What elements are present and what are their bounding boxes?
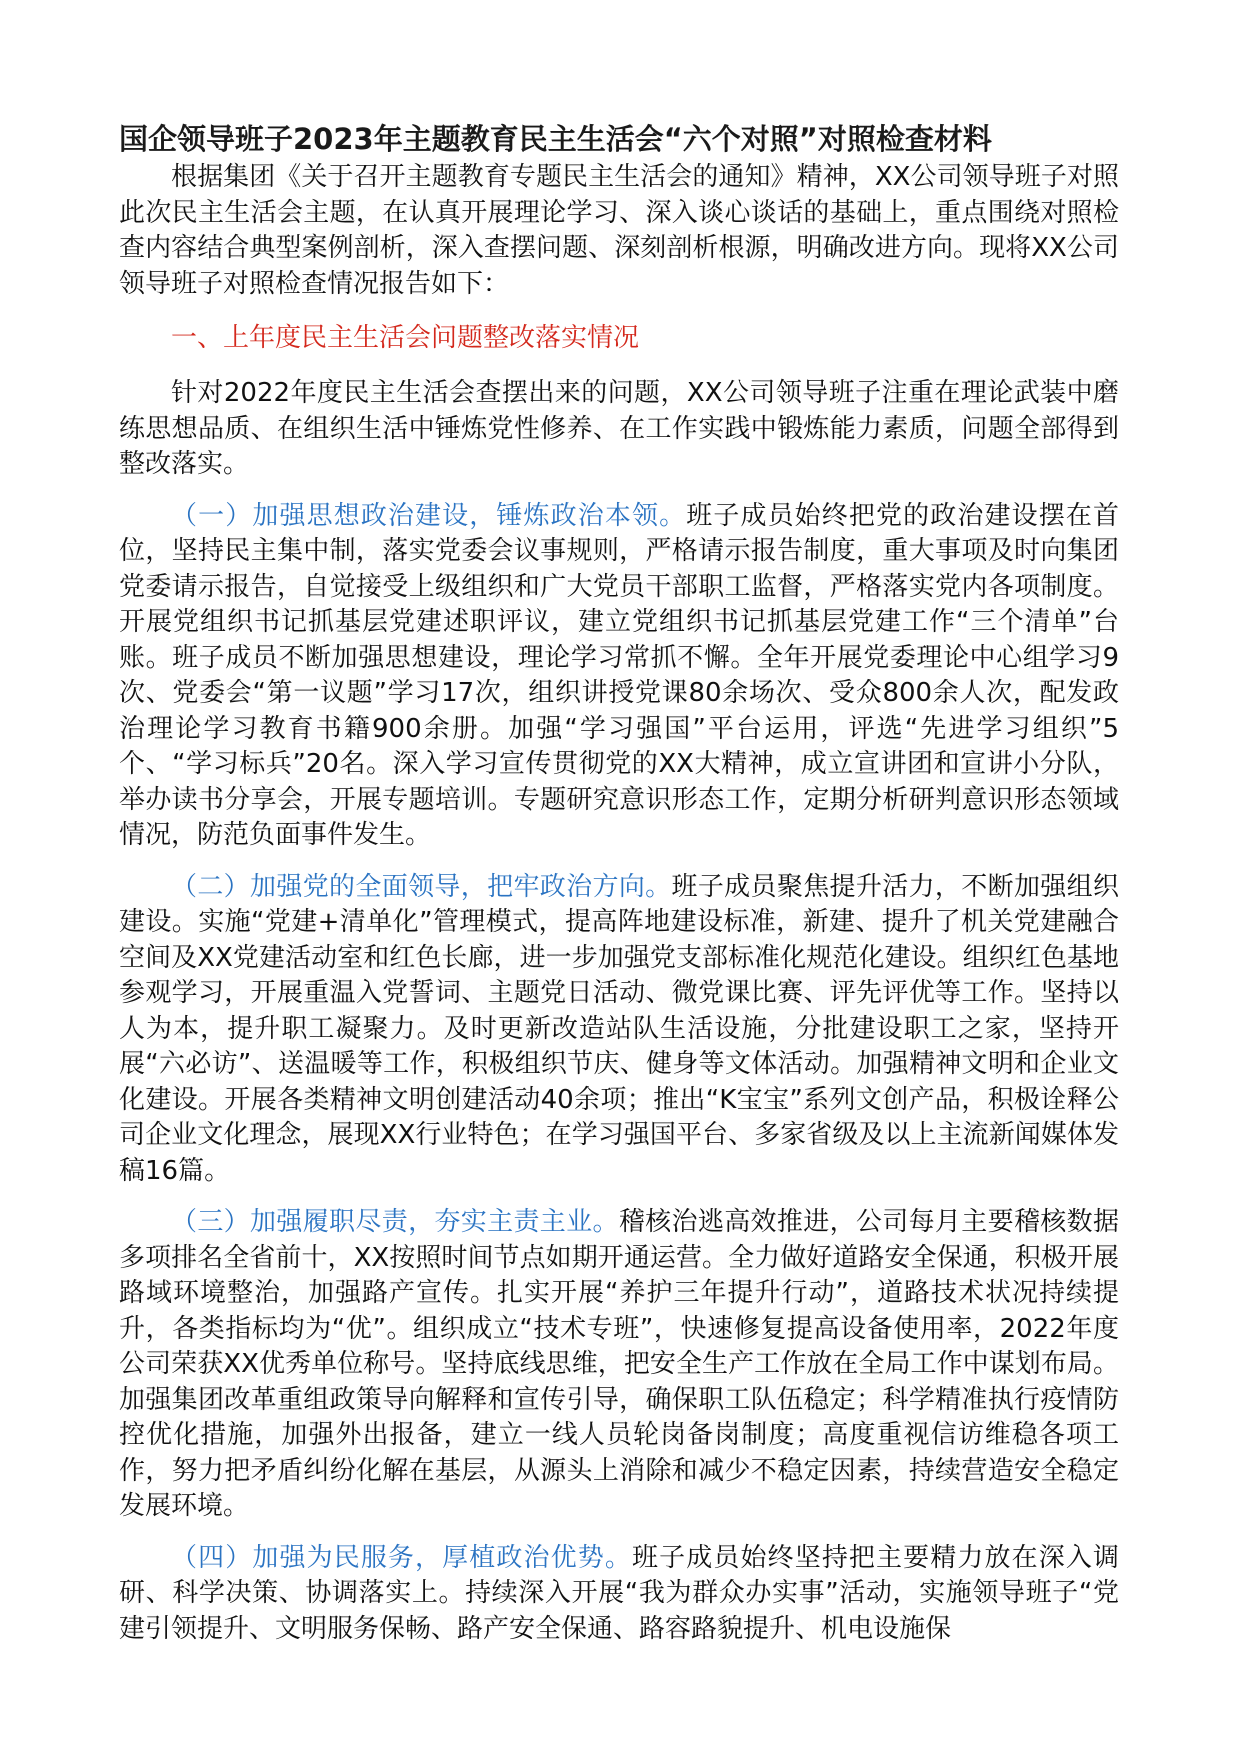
subsection-3 xyxy=(119,1205,1119,1525)
section-heading-1: 一、上年度民主生活会问题整改落实情况 xyxy=(171,323,640,353)
subsection-2-body: 班子成员聚焦提升活力，不断加强组织建设。实施“党建+清单化”管理模式，提高阵地建设标准，新建、提升了机关党建融合空间及XX党建活动室和红色长廊，进一步加强党支部标准化规范化建设。组织红色基地参观学习，开展重温入党誓词、主题党日活动、微党课比赛、评先评优等工作。坚持以人为本，提升职工凝聚力。及时更新改造站队生活设施，分批建设职工之家，坚持开展“六必访”、送温暖等工作，积极组织节庆、健身等文体活动。加强精神文明和企业文化建设。开展各类精神文明创建活动40余项；推出“K宝宝”系列文创产品，积极诠释公司企业文化理念，展现XX行业特色；在学习强国平台、多家省级及以上主流新闻媒体发稿16篇。 xyxy=(119,871,1119,1186)
document-page xyxy=(119,118,1119,1647)
document-title: 国企领导班子2023年主题教育民主生活会“六个对照”对照检查材料 xyxy=(119,122,992,156)
section-1-intro-paragraph: 针对2022年度民主生活会查摆出来的问题，XX公司领导班子注重在理论武装中磨练思想品质、在组织生活中锤炼党性修养、在工作实践中锻炼能力素质，问题全部得到整改落实。 xyxy=(119,378,1119,479)
subsection-4 xyxy=(119,1541,1119,1648)
subsection-3-heading: （三）加强履职尽责，夯实主责主业。 xyxy=(171,1207,619,1237)
subsection-4-body: 班子成员始终坚持把主要精力放在深入调研、科学决策、协调落实上。持续深入开展“我为群众办实事”活动，实施领导班子“党建引领提升、文明服务保畅、路产安全保通、路容路貌提升、机电设施保 xyxy=(119,1542,1119,1644)
subsection-1 xyxy=(119,499,1119,854)
subsection-1-body: 班子成员始终把党的政治建设摆在首位，坚持民主集中制，落实党委会议事规则，严格请示报告制度，重大事项及时向集团党委请示报告，自觉接受上级组织和广大党员干部职工监督，严格落实党内各项制度。开展党组织书记抓基层党建述职评议，建立党组织书记抓基层党建工作“三个清单”台账。班子成员不断加强思想建设，理论学习常抓不懈。全年开展党委理论中心组学习9次、党委会“第一议题”学习17次，组织讲授党课80余场次、受众800余人次，配发政治理论学习教育书籍900余册。加强“学习强国”平台运用，评选“先进学习组织”5个、“学习标兵”20名。深入学习宣传贯彻党的XX大精神，成立宣讲团和宣讲小分队，举办读书分享会，开展专题培训。专题研究意识形态工作，定期分析研判意识形态领域情况，防范负面事件发生。 xyxy=(119,500,1119,850)
intro-paragraph: 根据集团《关于召开主题教育专题民主生活会的通知》精神，XX公司领导班子对照此次民主生活会主题，在认真开展理论学习、深入谈心谈话的基础上，重点围绕对照检查内容结合典型案例剖析，深入查摆问题、深刻剖析根源，明确改进方向。现将XX公司领导班子对照检查情况报告如下： xyxy=(119,162,1119,299)
subsection-1-heading: （一）加强思想政治建设，锤炼政治本领。 xyxy=(171,500,687,531)
subsection-2-heading: （二）加强党的全面领导，把牢政治方向。 xyxy=(171,871,672,902)
subsection-4-heading: （四）加强为民服务，厚植政治优势。 xyxy=(171,1542,632,1573)
subsection-2 xyxy=(119,870,1119,1190)
subsection-3-body: 稽核治逃高效推进，公司每月主要稽核数据多项排名全省前十，XX按照时间节点如期开通运营。全力做好道路安全保通，积极开展路域环境整治，加强路产宣传。扎实开展“养护三年提升行动”，道路技术状况持续提升，各类指标均为“优”。组织成立“技术专班”，快速修复提高设备使用率，2022年度公司荣获XX优秀单位称号。坚持底线思维，把安全生产工作放在全局工作中谋划布局。加强集团改革重组政策导向解释和宣传引导，确保职工队伍稳定；科学精准执行疫情防控优化措施，加强外出报备，建立一线人员轮岗备岗制度；高度重视信访维稳各项工作，努力把矛盾纠纷化解在基层，从源头上消除和减少不稳定因素，持续营造安全稳定发展环境。 xyxy=(119,1207,1119,1521)
